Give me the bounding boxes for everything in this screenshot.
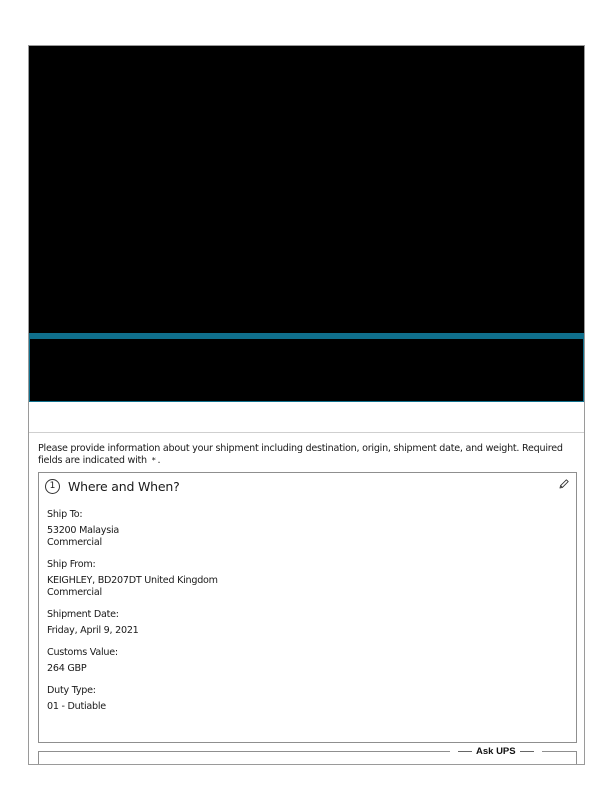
step-title: Where and When? <box>68 479 180 494</box>
duty-type-label: Duty Type: <box>47 685 96 696</box>
content-frame <box>28 45 585 765</box>
pencil-icon[interactable] <box>558 478 570 490</box>
ship-to-address: 53200 Malaysia <box>47 525 119 536</box>
where-and-when-card <box>38 472 577 743</box>
intro-trailing: . <box>157 455 161 466</box>
ask-ups-left-rule <box>458 751 472 752</box>
ship-from-address: KEIGHLEY, BD207DT United Kingdom <box>47 575 218 586</box>
subheader-band <box>29 402 584 433</box>
shipment-fields <box>47 509 218 723</box>
ship-to-field <box>47 509 218 549</box>
duty-type-value: 01 - Dutiable <box>47 701 106 712</box>
shipment-date-value: Friday, April 9, 2021 <box>47 625 139 636</box>
intro-message: Please provide information about your shipment including destination, origin, shipment date, and weight. Required fields are indicated with <box>38 443 563 466</box>
intro-text <box>38 443 578 467</box>
ask-ups-right-rule <box>520 751 534 752</box>
ask-ups-button[interactable] <box>450 746 542 757</box>
ask-ups-label: Ask UPS <box>476 746 516 757</box>
header-band <box>29 339 584 402</box>
required-marker: * <box>151 456 156 465</box>
customs-value-value: 264 GBP <box>47 663 87 674</box>
duty-type-field <box>47 685 218 713</box>
ship-from-label: Ship From: <box>47 559 96 570</box>
customs-value-label: Customs Value: <box>47 647 118 658</box>
hero-banner <box>29 46 584 333</box>
step-header <box>45 479 180 494</box>
shipment-date-label: Shipment Date: <box>47 609 119 620</box>
customs-value-field <box>47 647 218 675</box>
ship-to-label: Ship To: <box>47 509 83 520</box>
ship-from-field <box>47 559 218 599</box>
step-number-badge: 1 <box>45 479 60 494</box>
shipment-date-field <box>47 609 218 637</box>
ship-from-type: Commercial <box>47 587 102 598</box>
ship-to-type: Commercial <box>47 537 102 548</box>
